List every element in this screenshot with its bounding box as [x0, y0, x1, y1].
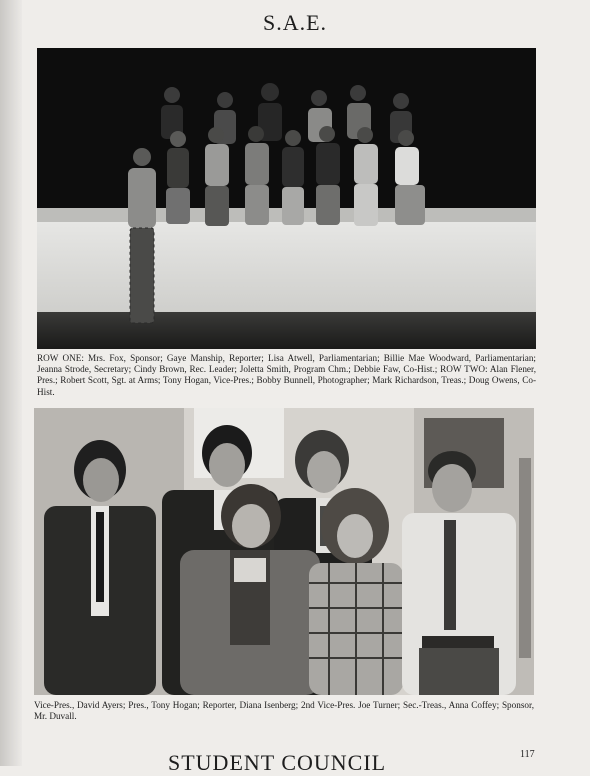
next-section-title: STUDENT COUNCIL [168, 750, 387, 775]
page-title: S.A.E. [262, 10, 328, 35]
page-number: 117 [520, 749, 535, 760]
photo-caption-sae: ROW ONE: Mrs. Fox, Sponsor; Gaye Manship, Reporter; Lisa Atwell, Parliamentarian; Billie Mae Woodward, Parliamentarian; Jeanna Strode, Secretary; Cindy Brown, Rec. Leader; Joletta Smith, Program Chm.; Debbie Faw, Co-Hist.; ROW TWO: Alan Flener, Pres.; Robert Scott, Sgt. at Arms; Tony Hogan, Vice-Pres.; Bobby Bunnell, Photographer; Mark Richardson, Treas.; Doug Owens, Co-Hist. [37, 353, 536, 397]
officers-photo [34, 408, 534, 695]
book-binding-shadow [0, 0, 22, 766]
officers-photo-illustration [34, 408, 534, 695]
photo-caption-officers: Vice-Pres., David Ayers; Pres., Tony Hogan; Reporter, Diana Isenberg; 2nd Vice-Pres. Joe Turner; Sec.-Treas., Anna Coffey; Sponsor, Mr. Duvall. [34, 700, 534, 722]
group-photo-sae-illustration [37, 48, 536, 349]
group-photo-sae [37, 48, 536, 349]
